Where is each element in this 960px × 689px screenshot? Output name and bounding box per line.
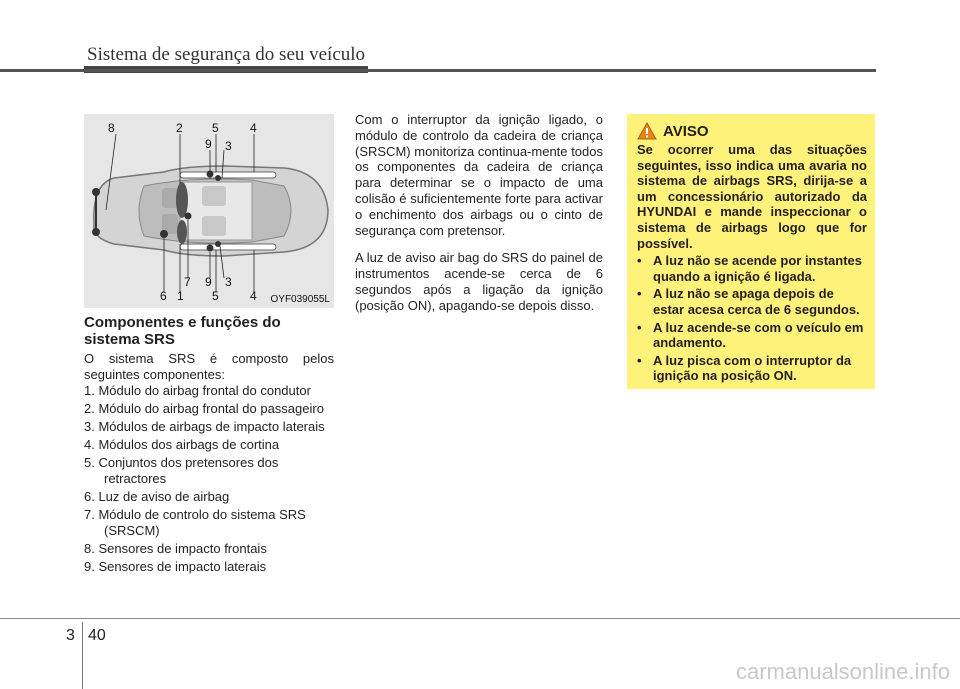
footer-divider	[82, 622, 83, 689]
warning-triangle-icon	[637, 122, 657, 140]
list-item: 5. Conjuntos dos pretensores dos retractores	[84, 455, 279, 486]
footer-rule	[0, 618, 960, 619]
list-item: • A luz pisca com o interruptor da ignição na posição ON.	[637, 352, 852, 384]
car-top-view-illustration	[84, 114, 334, 308]
header-rule	[0, 69, 876, 72]
bullet-symbol: •	[637, 286, 642, 302]
callout-2: 2	[176, 121, 183, 135]
warning-header	[637, 122, 867, 140]
footer-page-number: 40	[88, 627, 106, 644]
body-paragraph-1: Com o interruptor da ignição ligado, o módulo de controlo da cadeira de criança (SRSCM) monitoriza continua-mente todos os componentes da cadeira de criança para determinar se o impacto de uma colisão é suficientemente forte para activar o enchimento dos airbags ou o cinto de segurança com pretensor.	[355, 112, 603, 238]
callout-5-bottom: 5	[212, 289, 219, 303]
footer-chapter-number: 3	[66, 627, 75, 644]
figure-caption: OYF039055L	[270, 294, 330, 305]
callout-4-top: 4	[250, 121, 257, 135]
section-intro: O sistema SRS é composto pelos seguintes componentes:	[84, 351, 334, 382]
list-item: 9. Sensores de impacto laterais	[84, 559, 267, 574]
callout-9-top: 9	[205, 137, 212, 151]
list-item: • A luz não se apaga depois de estar acesa cerca de 6 segundos.	[637, 286, 860, 317]
callout-9-bottom: 9	[205, 275, 212, 289]
list-item: 4. Módulos dos airbags de cortina	[84, 437, 280, 452]
watermark: carmanualsonline.info	[735, 659, 950, 684]
callout-1: 1	[177, 289, 184, 303]
bullet-symbol: •	[637, 319, 642, 335]
body-paragraph-2: A luz de aviso air bag do SRS do painel de instrumentos acende-se cerca de 6 segundos após a ligação da ignição (posição ON), apagando-se depois disso.	[355, 250, 603, 313]
callout-4-bottom: 4	[250, 289, 257, 303]
car-airbag-diagram	[84, 114, 334, 308]
list-item: 2. Módulo do airbag frontal do passageiro	[84, 401, 324, 416]
list-item: 7. Módulo de controlo do sistema SRS (SRSCM)	[84, 507, 306, 538]
list-item: • A luz não se acende por instantes quando a ignição é ligada.	[637, 253, 863, 284]
warning-box	[627, 114, 875, 389]
body-text-column	[355, 112, 603, 326]
components-list	[84, 383, 336, 577]
callout-3-top: 3	[225, 139, 232, 153]
list-item: 3. Módulos de airbags de impacto laterais	[84, 419, 325, 434]
warning-text: Se ocorrer uma das situações seguintes, isso indica uma avaria no sistema de airbags SRS, dirija-se a um concessionário autorizado da HYUNDAI e mande inspeccionar o sistema de airbags logo que for possível.	[637, 142, 867, 251]
section-heading: Componentes e funções do sistema SRS	[84, 314, 281, 348]
warning-title: AVISO	[663, 123, 709, 140]
callout-5-top: 5	[212, 121, 219, 135]
page-header-title: Sistema de segurança do seu veículo	[87, 44, 366, 65]
bullet-symbol: •	[637, 352, 642, 368]
callout-6: 6	[160, 289, 167, 303]
list-item: 1. Módulo do airbag frontal do condutor	[84, 383, 311, 398]
callout-8-top: 8	[108, 121, 115, 135]
callout-3-bottom: 3	[225, 275, 232, 289]
list-item: 6. Luz de aviso de airbag	[84, 489, 230, 504]
bullet-symbol: •	[637, 253, 642, 269]
list-item: • A luz acende-se com o veículo em andamento.	[637, 319, 864, 351]
list-item: 8. Sensores de impacto frontais	[84, 541, 267, 556]
warning-bullets	[637, 253, 867, 384]
callout-7: 7	[184, 275, 191, 289]
